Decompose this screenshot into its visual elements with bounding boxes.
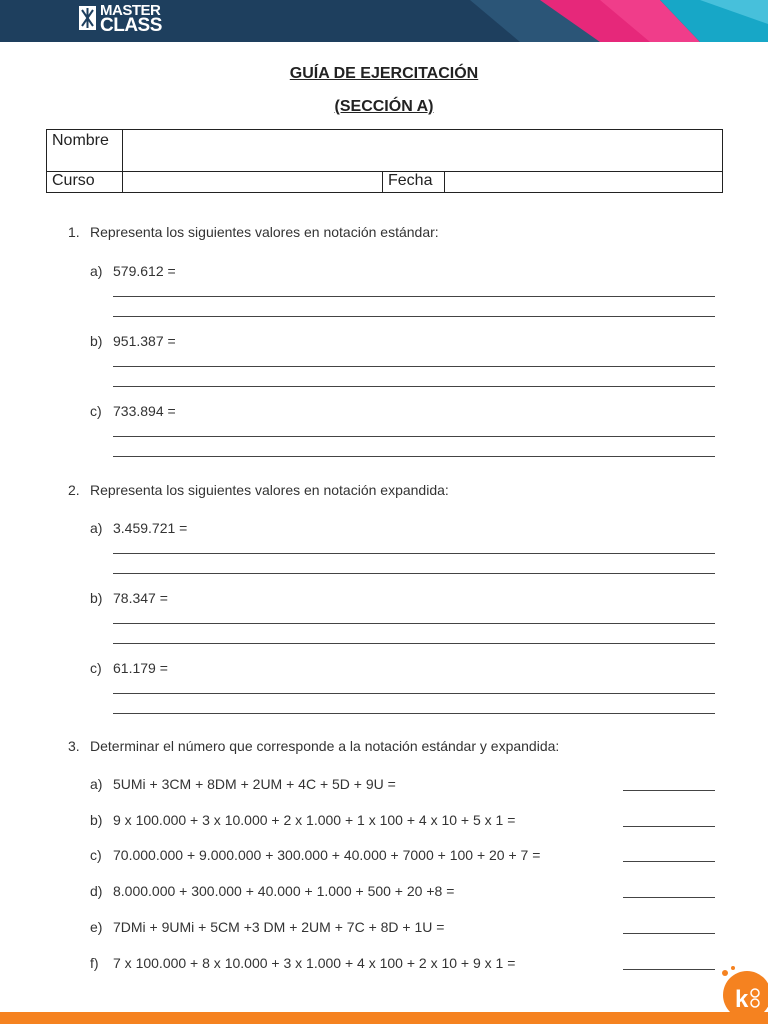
- course-label: Curso: [52, 172, 95, 189]
- date-label: Fecha: [388, 172, 433, 189]
- question-number: 2.: [68, 482, 80, 498]
- answer-blank[interactable]: [623, 790, 715, 791]
- question-text: Representa los siguientes valores en notación estándar:: [90, 224, 439, 240]
- answer-line[interactable]: [113, 623, 715, 624]
- logo-line-1: MASTER: [100, 2, 161, 19]
- answer-line[interactable]: [113, 366, 715, 367]
- question-number: 3.: [68, 738, 80, 754]
- badge-letter: k: [735, 986, 749, 1013]
- item-label: a): [90, 520, 103, 536]
- answer-blank[interactable]: [623, 969, 715, 970]
- item-expression: 951.387 =: [113, 333, 176, 349]
- date-field[interactable]: [445, 172, 723, 193]
- question-text: Determinar el número que corresponde a la notación estándar y expandida:: [90, 738, 560, 754]
- item-expression: 70.000.000 + 9.000.000 + 300.000 + 40.000 + 7000 + 100 + 20 + 7 =: [113, 847, 541, 863]
- item-expression: 9 x 100.000 + 3 x 10.000 + 2 x 1.000 + 1 x 100 + 4 x 10 + 5 x 1 =: [113, 812, 516, 828]
- item-label: b): [90, 812, 103, 828]
- answer-line[interactable]: [113, 643, 715, 644]
- footer-bar: [0, 1012, 768, 1024]
- item-expression: 579.612 =: [113, 263, 176, 279]
- item-label: c): [90, 403, 102, 419]
- answer-line[interactable]: [113, 456, 715, 457]
- masterclass-logo: [78, 3, 168, 39]
- item-label: e): [90, 919, 103, 935]
- item-expression: 78.347 =: [113, 590, 168, 606]
- answer-blank[interactable]: [623, 897, 715, 898]
- answer-blank[interactable]: [623, 933, 715, 934]
- item-expression: 7 x 100.000 + 8 x 10.000 + 3 x 1.000 + 4 x 100 + 2 x 10 + 9 x 1 =: [113, 955, 516, 971]
- answer-line[interactable]: [113, 713, 715, 714]
- answer-line[interactable]: [113, 296, 715, 297]
- name-field[interactable]: [123, 130, 723, 172]
- answer-blank[interactable]: [623, 861, 715, 862]
- item-expression: 61.179 =: [113, 660, 168, 676]
- course-label-cell: [47, 172, 123, 193]
- student-info-table: [46, 129, 723, 193]
- page-subtitle: (SECCIÓN A): [334, 98, 434, 115]
- item-expression: 5UMi + 3CM + 8DM + 2UM + 4C + 5D + 9U =: [113, 776, 396, 792]
- item-label: d): [90, 883, 103, 899]
- brand-badge-icon: [717, 965, 768, 1017]
- header-banner: [0, 0, 768, 42]
- item-label: a): [90, 776, 103, 792]
- item-expression: 733.894 =: [113, 403, 176, 419]
- answer-blank[interactable]: [623, 826, 715, 827]
- answer-line[interactable]: [113, 386, 715, 387]
- item-expression: 3.459.721 =: [113, 520, 188, 536]
- answer-line[interactable]: [113, 693, 715, 694]
- answer-line[interactable]: [113, 436, 715, 437]
- answer-line[interactable]: [113, 553, 715, 554]
- item-label: a): [90, 263, 103, 279]
- course-field[interactable]: [123, 172, 383, 193]
- name-label-cell: [47, 130, 123, 172]
- question-text: Representa los siguientes valores en notación expandida:: [90, 482, 449, 498]
- date-label-cell: [383, 172, 445, 193]
- answer-line[interactable]: [113, 573, 715, 574]
- item-label: b): [90, 333, 103, 349]
- item-expression: 7DMi + 9UMi + 5CM +3 DM + 2UM + 7C + 8D + 1U =: [113, 919, 445, 935]
- logo-line-2: CLASS: [100, 15, 162, 36]
- question-number: 1.: [68, 224, 80, 240]
- item-label: c): [90, 660, 102, 676]
- item-label: f): [90, 955, 99, 971]
- item-label: c): [90, 847, 102, 863]
- logo-mark-icon: [78, 3, 98, 33]
- name-label: Nombre: [52, 132, 109, 149]
- item-expression: 8.000.000 + 300.000 + 40.000 + 1.000 + 500 + 20 +8 =: [113, 883, 455, 899]
- item-label: b): [90, 590, 103, 606]
- page-title: GUÍA DE EJERCITACIÓN: [289, 65, 479, 82]
- answer-line[interactable]: [113, 316, 715, 317]
